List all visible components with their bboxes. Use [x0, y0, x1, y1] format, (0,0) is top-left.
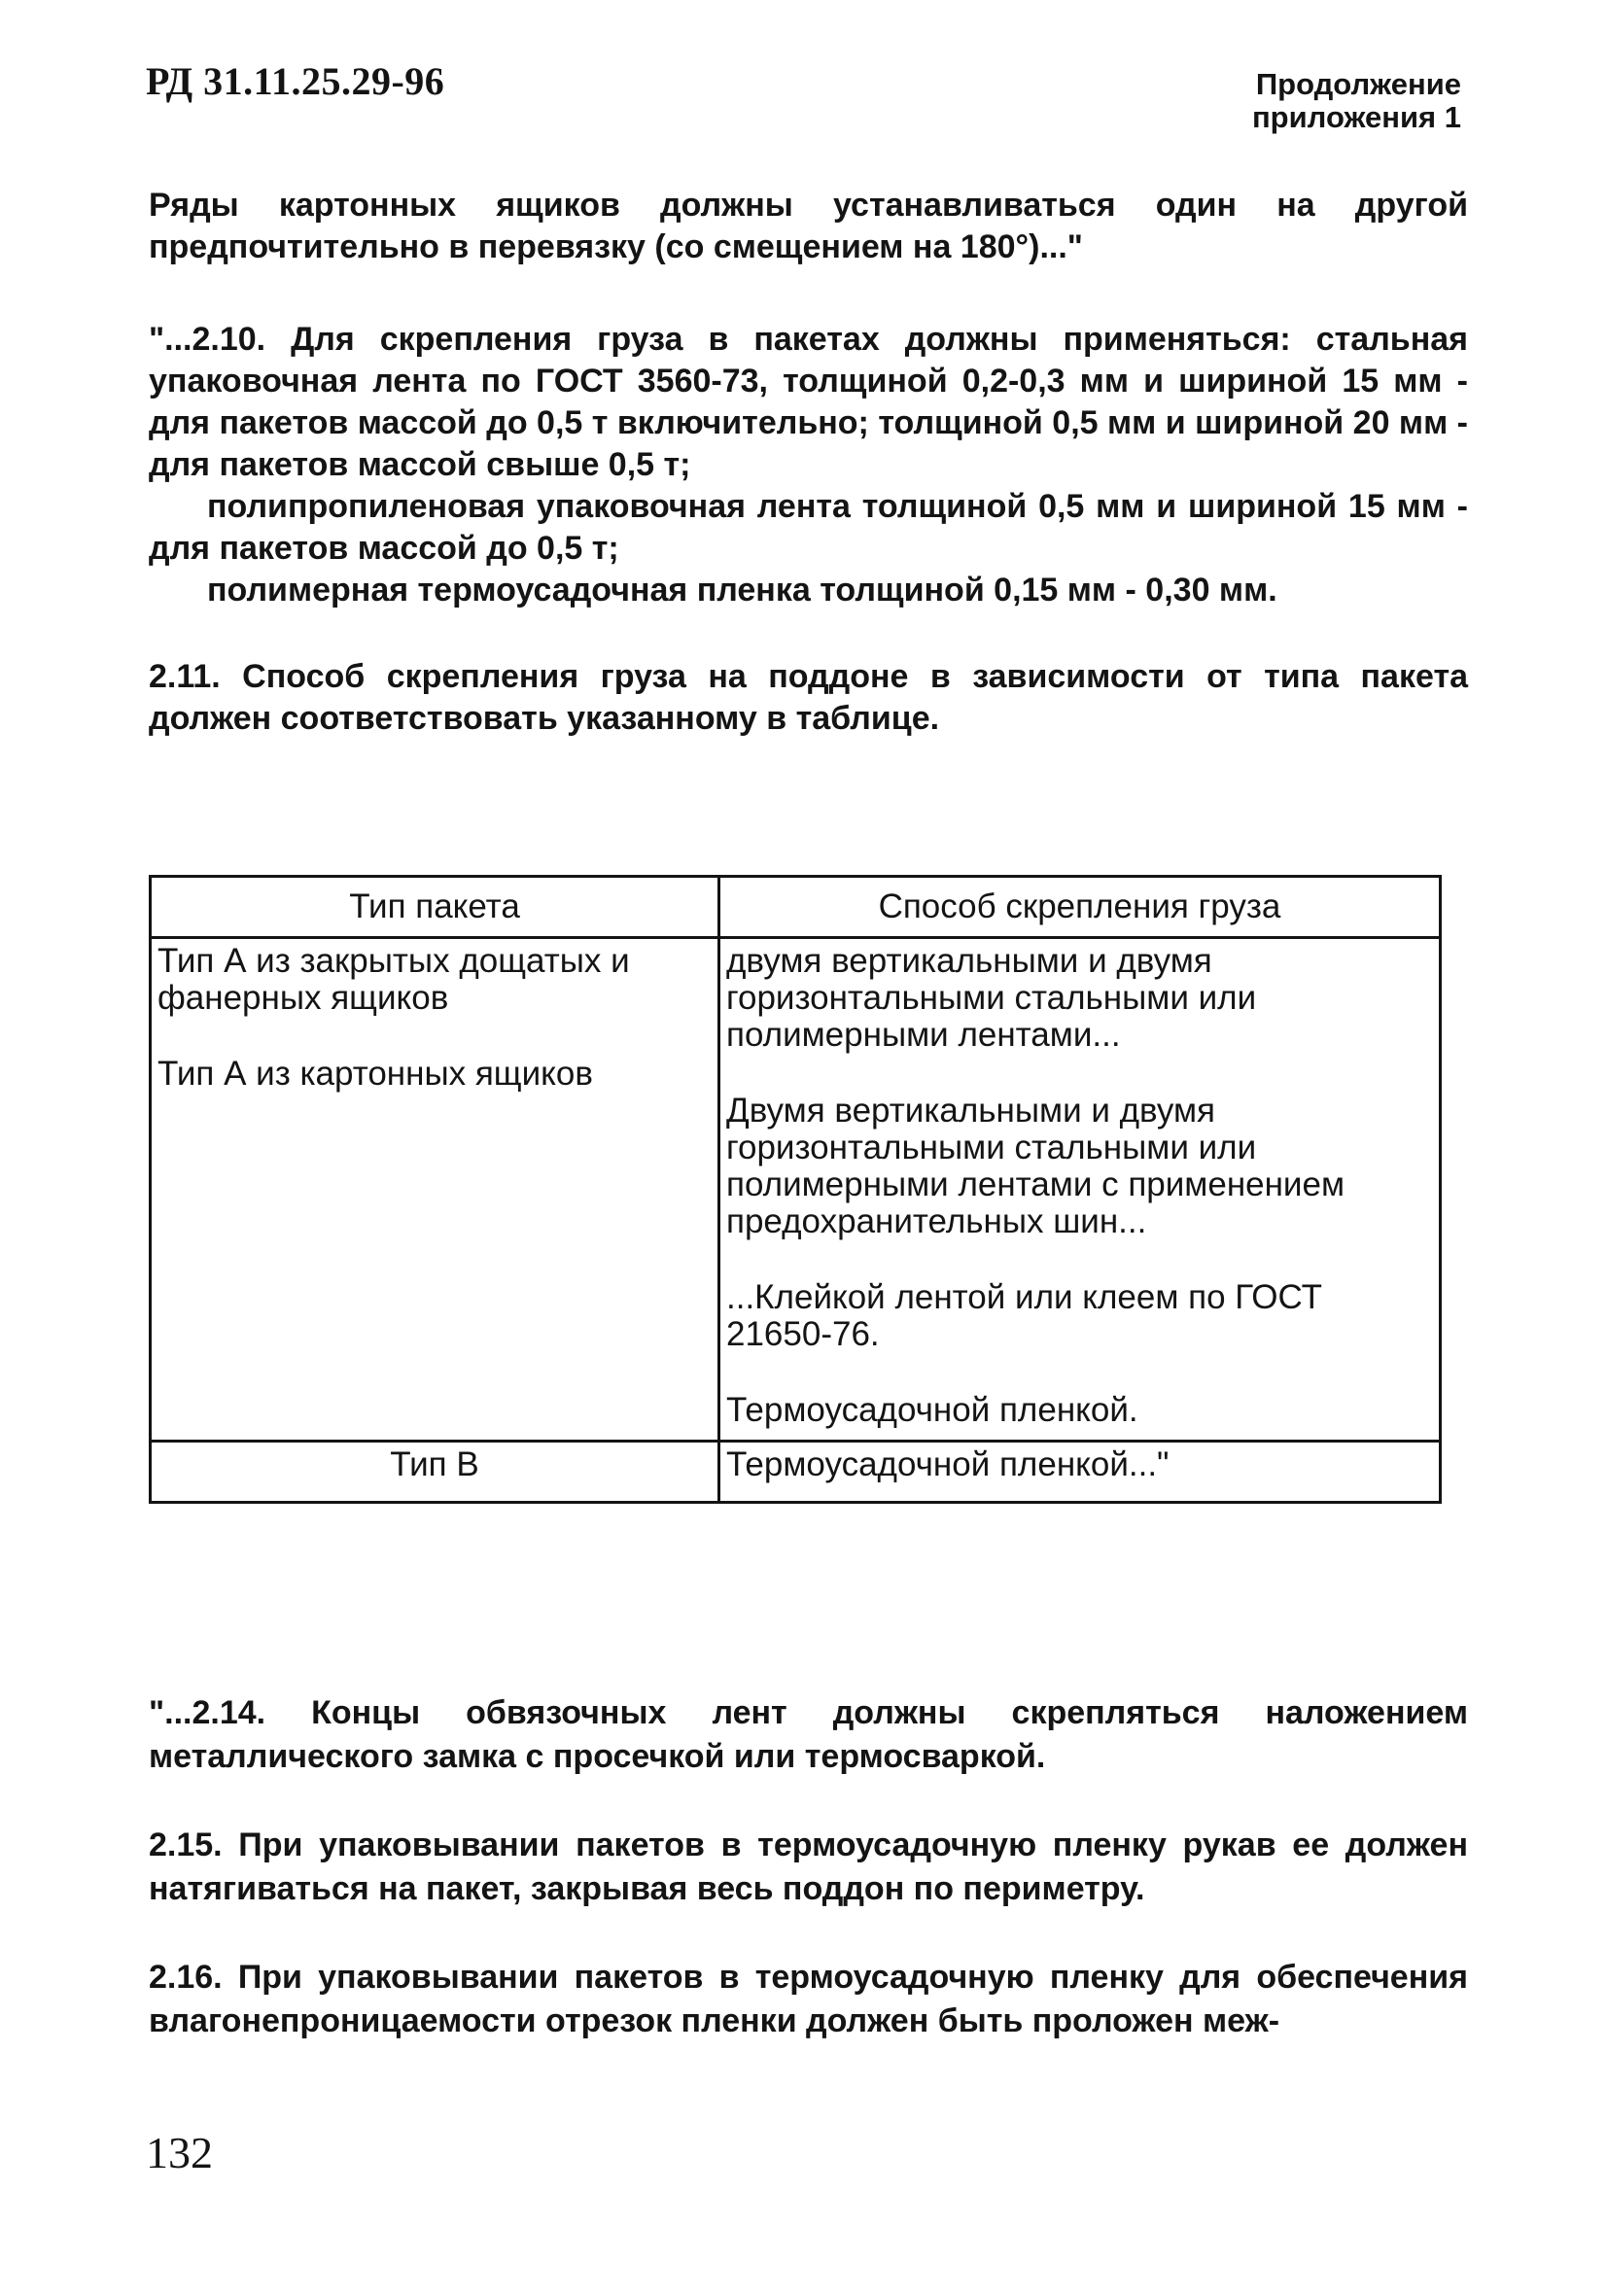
type-a-wood-crates: Тип А из закрытых дощатых и фанерных ящиков: [157, 942, 630, 1017]
paragraph-2-10: "...2.10. Для скрепления груза в пакетах должны применяться: стальная упаковочная лента по ГОСТ 3560-73, толщиной 0,2-0,3 мм и шириной 15 мм - для пакетов массой до 0,5 т включительно; толщиной 0,5 мм и шириной 20 мм - для пакетов массой свыше 0,5 т;: [149, 321, 1468, 483]
cell-type-b-method: Термоусадочной пленкой...": [719, 1442, 1441, 1503]
paragraph-cardboard-rows: Ряды картонных ящиков должны устанавливаться один на другой предпочтительно в перевязку (со смещением на 180°)...": [149, 187, 1468, 265]
cell-type-a: [151, 938, 719, 1442]
paragraph-polypropylene: полипропиленовая упаковочная лента толщиной 0,5 мм и шириной 15 мм - для пакетов массой до 0,5 т;: [149, 488, 1468, 567]
type-a-cardboard-boxes: Тип А из картонных ящиков: [157, 1055, 593, 1093]
table-row-type-b: [151, 1442, 1441, 1503]
table-header-row: [151, 877, 1441, 938]
fastening-table: [149, 875, 1442, 1504]
paragraph-shrink-film: полимерная термоусадочная пленка толщиной 0,15 мм - 0,30 мм.: [207, 572, 1277, 609]
paragraph-2-11: 2.11. Способ скрепления груза на поддоне в зависимости от типа пакета должен соответствовать указанному в таблице.: [149, 658, 1468, 737]
header-fastening-method: Способ скрепления груза: [719, 877, 1441, 938]
method-wood-crates: двумя вертикальными и двумя горизонтальными стальными или полимерными лентами...: [726, 942, 1257, 1054]
paragraph-2-14: "...2.14. Концы обвязочных лент должны скрепляться наложением металлического замка с просечкой или термосваркой.: [149, 1694, 1468, 1775]
paragraph-2-15: 2.15. При упаковывании пакетов в термоусадочную пленку рукав ее должен натягиваться на пакет, закрывая весь поддон по периметру.: [149, 1826, 1468, 1907]
method-shrink-film: Термоусадочной пленкой.: [726, 1391, 1138, 1429]
paragraph-2-16: 2.16. При упаковывании пакетов в термоусадочную пленку для обеспечения влагонепроницаемости отрезок пленки должен быть проложен меж-: [149, 1959, 1468, 2039]
continuation-line-2: приложения 1: [1251, 100, 1461, 134]
method-adhesive: ...Клейкой лентой или клеем по ГОСТ 21650-76.: [726, 1278, 1322, 1353]
body-text-bottom: [149, 1691, 1468, 2043]
header-package-type: Тип пакета: [151, 877, 719, 938]
page-number: 132: [146, 2128, 213, 2177]
continuation-line-1: Продолжение: [1255, 67, 1461, 101]
body-text-top: [149, 185, 1468, 740]
cell-type-a-methods: [719, 938, 1441, 1442]
continuation-note: [1072, 68, 1461, 134]
table-row-type-a: [151, 938, 1441, 1442]
document-code: РД 31.11.25.29-96: [146, 59, 445, 103]
cell-type-b: Тип В: [151, 1442, 719, 1503]
method-cardboard-boxes: Двумя вертикальными и двумя горизонтальными стальными или полимерными лентами с применением предохранительных шин...: [726, 1092, 1345, 1240]
